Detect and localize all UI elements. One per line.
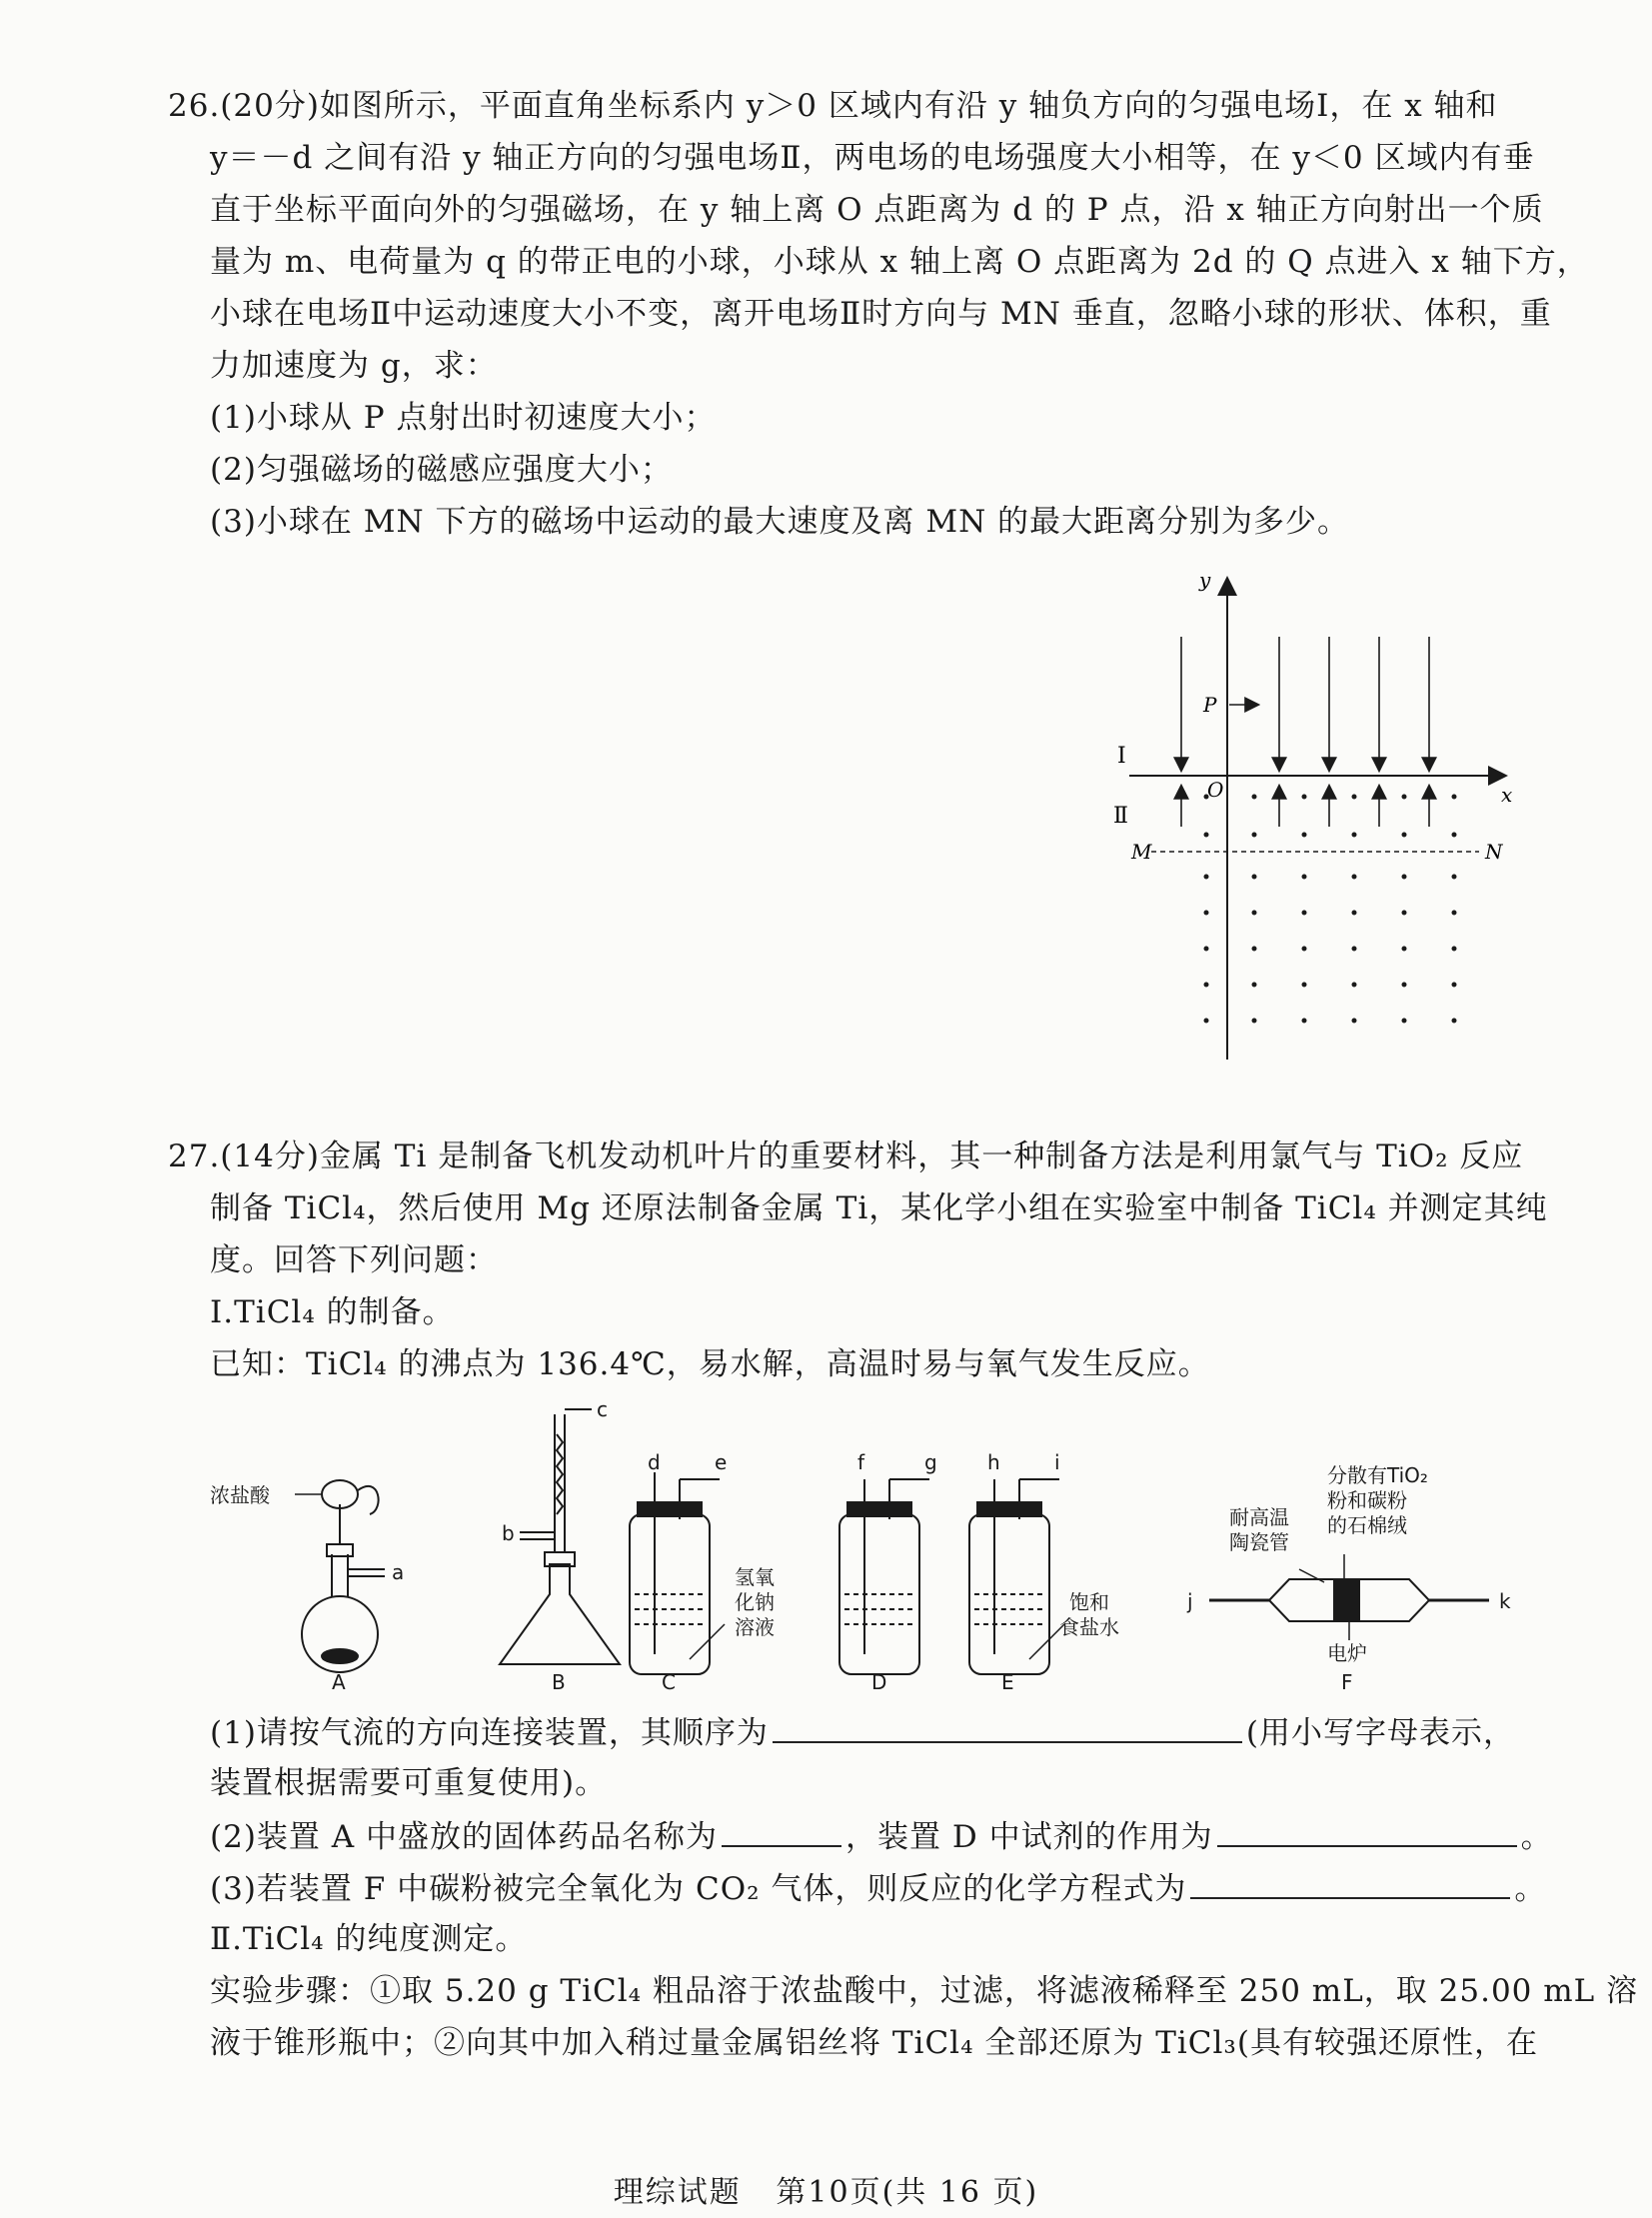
answer-blank-2[interactable] xyxy=(722,1815,841,1847)
label-g: g xyxy=(924,1450,937,1474)
q27-sub-2-end: 。 xyxy=(1520,1819,1553,1855)
q27-sub-1 xyxy=(210,1711,1515,1753)
q26-field-diagram xyxy=(1099,565,1519,1065)
q27-step-1: 实验步骤：①取 5.20 g TiCl₄ 粗品溶于浓盐酸中，过滤，将滤液稀释至 250 mL，取 25.00 mL 溶 xyxy=(210,1973,1639,2009)
page-footer: 理综试题 第10页(共 16 页) xyxy=(613,2175,1039,2210)
label-disp-1: 分散有TiO₂ xyxy=(1327,1463,1428,1487)
label-C: C xyxy=(662,1670,676,1694)
q27-sub-2-text: (2)装置 A 中盛放的固体药品名称为 xyxy=(210,1819,719,1855)
q27-part1-title: Ⅰ.TiCl₄ 的制备。 xyxy=(210,1294,455,1330)
label-A: A xyxy=(332,1670,346,1694)
apparatus-e xyxy=(969,1479,1059,1674)
label-f: f xyxy=(857,1450,865,1474)
label-y: y xyxy=(1199,568,1211,592)
label-n: N xyxy=(1485,840,1503,864)
q27-sub-3 xyxy=(210,1867,1546,1909)
q26-line-5: 小球在电场Ⅱ中运动速度大小不变，离开电场Ⅱ时方向与 MN 垂直，忽略小球的形状、体积，重 xyxy=(210,296,1552,332)
q27-sub-3-end: 。 xyxy=(1514,1871,1547,1907)
q27-line-2: 制备 TiCl₄，然后使用 Mg 还原法制备金属 Ti，某化学小组在实验室中制备 TiCl₄ 并测定其纯 xyxy=(210,1190,1548,1226)
label-naoh-3: 溶液 xyxy=(735,1615,775,1639)
label-m: M xyxy=(1131,840,1152,864)
label-d: d xyxy=(648,1450,661,1474)
label-h: h xyxy=(987,1450,1000,1474)
q27-known: 已知：TiCl₄ 的沸点为 136.4℃，易水解，高温时易与氧气发生反应。 xyxy=(210,1346,1210,1382)
q26-sub-2: (2)匀强磁场的磁感应强度大小； xyxy=(210,452,673,488)
q27-sub-1-note: (用小写字母表示， xyxy=(1245,1715,1516,1751)
answer-blank-3[interactable] xyxy=(1217,1815,1517,1847)
q27-line-3: 度。回答下列问题： xyxy=(210,1242,498,1278)
q27-sub-1-cont: 装置根据需要可重复使用)。 xyxy=(210,1765,608,1801)
label-x: x xyxy=(1501,783,1513,807)
label-region-2: Ⅱ xyxy=(1113,804,1128,829)
label-E: E xyxy=(1001,1670,1014,1694)
label-disp-2: 粉和碳粉 xyxy=(1327,1488,1407,1512)
label-a: a xyxy=(392,1560,405,1584)
q27-sub-3-text: (3)若装置 F 中碳粉被完全氧化为 CO₂ 气体，则反应的化学方程式为 xyxy=(210,1871,1187,1907)
label-e: e xyxy=(715,1450,728,1474)
magnetic-field-dots xyxy=(1204,795,1457,1024)
label-F: F xyxy=(1341,1670,1353,1694)
label-i: i xyxy=(1054,1450,1060,1474)
q27-part2-title: Ⅱ.TiCl₄ 的纯度测定。 xyxy=(210,1921,528,1957)
q26-line-6: 力加速度为 g，求： xyxy=(210,348,498,384)
label-brine-1: 饱和 xyxy=(1069,1590,1109,1614)
q26-sub-3: (3)小球在 MN 下方的磁场中运动的最大速度及离 MN 的最大距离分别为多少。 xyxy=(210,504,1350,540)
label-disp-3: 的石棉绒 xyxy=(1327,1513,1407,1537)
apparatus-b xyxy=(500,1409,620,1664)
q26-line-3: 直于坐标平面向外的匀强磁场，在 y 轴上离 O 点距离为 d 的 P 点，沿 x 轴正方向射出一个质 xyxy=(210,192,1544,228)
q27-step-2: 液于锥形瓶中；②向其中加入稍过量金属铝丝将 TiCl₄ 全部还原为 TiCl₃(具有较强还原性，在 xyxy=(210,2025,1538,2061)
apparatus-d xyxy=(839,1479,929,1674)
q27-sub-1-text: (1)请按气流的方向连接装置，其顺序为 xyxy=(210,1715,769,1751)
label-region-1: Ⅰ xyxy=(1117,744,1126,769)
label-D: D xyxy=(871,1670,887,1694)
label-tube-1: 耐高温 xyxy=(1229,1505,1289,1529)
apparatus-diagram xyxy=(210,1394,1509,1694)
label-k: k xyxy=(1499,1589,1511,1613)
answer-blank-4[interactable] xyxy=(1190,1867,1510,1899)
label-naoh-1: 氢氧 xyxy=(735,1565,775,1589)
q26-line-2: y＝－d 之间有沿 y 轴正方向的匀强电场Ⅱ，两电场的电场强度大小相等，在 y＜0 区域内有垂 xyxy=(210,140,1535,176)
label-origin: O xyxy=(1207,778,1224,802)
q27-sub-2 xyxy=(210,1815,1553,1857)
label-c: c xyxy=(597,1397,608,1421)
label-conc-hcl: 浓盐酸 xyxy=(210,1483,270,1507)
q26-line-4: 量为 m、电荷量为 q 的带正电的小球，小球从 x 轴上离 O 点距离为 2d 的 Q 点进入 x 轴下方， xyxy=(210,244,1589,280)
label-naoh-2: 化钠 xyxy=(735,1590,775,1614)
q26-line-1: 26.(20分)如图所示，平面直角坐标系内 y＞0 区域内有沿 y 轴负方向的匀强电场Ⅰ，在 x 轴和 xyxy=(168,88,1498,124)
label-b: b xyxy=(502,1521,515,1545)
apparatus-f xyxy=(1209,1554,1489,1640)
label-j: j xyxy=(1187,1589,1193,1613)
q26-sub-1: (1)小球从 P 点射出时初速度大小； xyxy=(210,400,717,436)
q27-sub-2-mid: ，装置 D 中试剂的作用为 xyxy=(845,1819,1213,1855)
answer-blank-1[interactable] xyxy=(773,1711,1242,1743)
label-B: B xyxy=(552,1670,566,1694)
label-tube-2: 陶瓷管 xyxy=(1229,1530,1289,1554)
apparatus-c xyxy=(630,1472,720,1674)
label-p: P xyxy=(1203,693,1217,717)
label-furnace: 电炉 xyxy=(1327,1641,1367,1665)
q27-line-1: 27.(14分)金属 Ti 是制备飞机发动机叶片的重要材料，其一种制备方法是利用氯气与 TiO₂ 反应 xyxy=(168,1138,1524,1174)
label-brine-2: 食盐水 xyxy=(1059,1615,1119,1639)
apparatus-a xyxy=(302,1480,385,1672)
